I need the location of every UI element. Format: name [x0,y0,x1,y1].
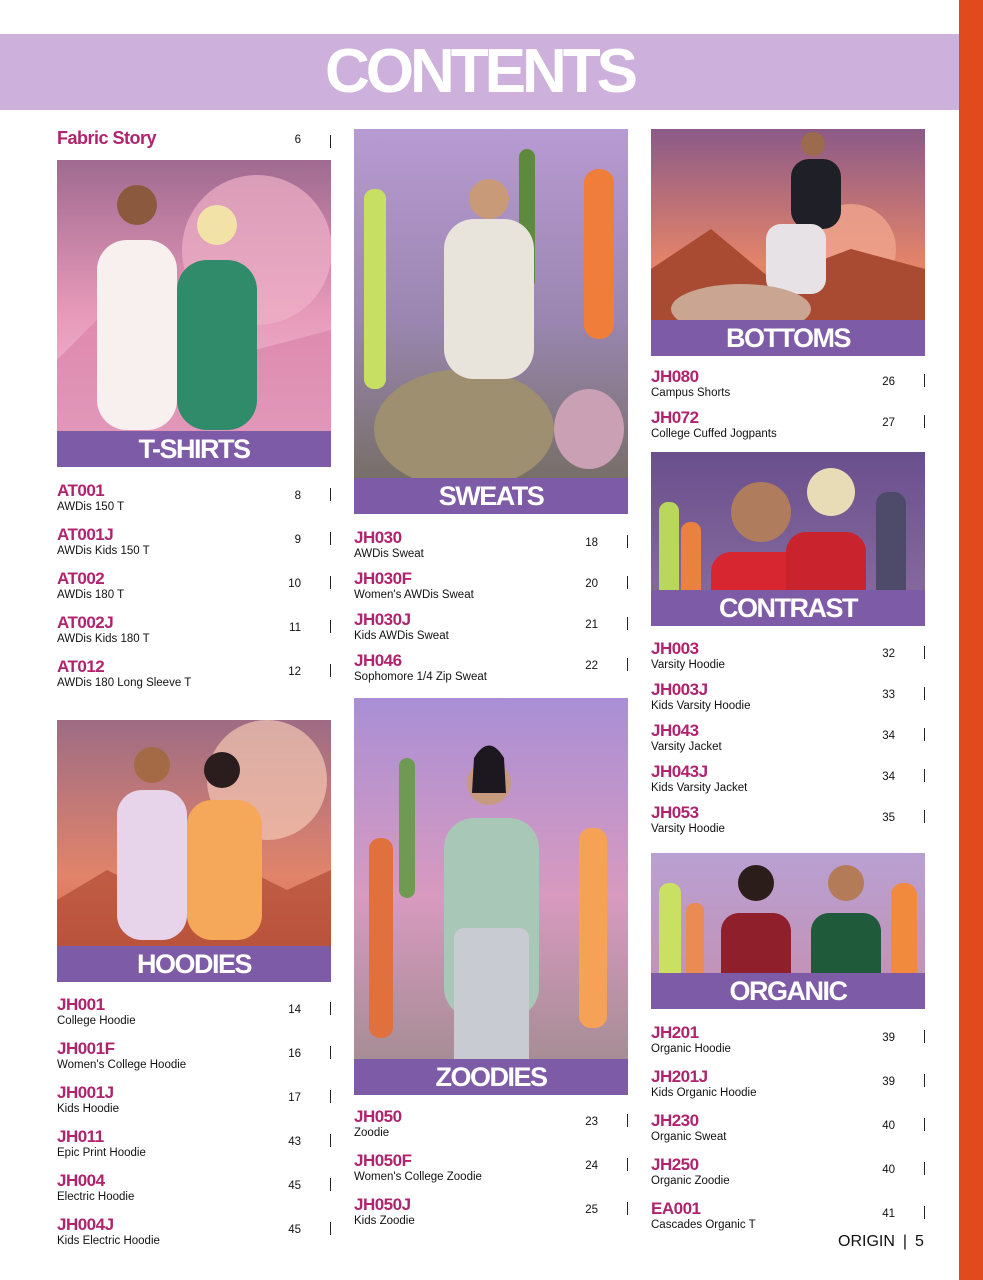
product-name: Electric Hoodie [57,1191,135,1203]
list-item[interactable] [651,763,925,804]
hoodies-image [57,720,331,982]
product-page: 10 [288,578,301,590]
list-item[interactable] [354,570,628,611]
tshirts-photo[interactable] [57,160,331,467]
product-page: 32 [882,648,895,660]
list-item[interactable] [57,658,331,702]
hoodies-list [57,996,331,1260]
product-code: JH201J [651,1067,708,1086]
product-page: 25 [585,1204,598,1216]
product-name: Zoodie [354,1127,390,1139]
category-label-organic: ORGANIC [651,973,925,1009]
list-item[interactable] [354,1108,628,1152]
product-name: AWDis 180 T [57,589,125,601]
entry-divider [924,415,925,428]
product-page: 27 [882,417,895,429]
list-item[interactable] [57,1172,331,1216]
product-code: AT002 [57,569,105,588]
entry-divider [627,1158,628,1171]
product-page: 40 [882,1120,895,1132]
product-name: College Cuffed Jogpants [651,428,777,440]
footer-page-number: 5 [915,1233,924,1250]
entry-divider [330,1178,331,1191]
entry-divider [924,687,925,700]
product-name: Kids Zoodie [354,1215,415,1227]
product-code: JH046 [354,651,402,670]
entry-divider [627,535,628,548]
entry-divider [924,1030,925,1043]
zoodies-photo[interactable] [354,698,628,1095]
entry-divider [627,1202,628,1215]
category-label-bottoms: BOTTOMS [651,320,925,356]
hoodies-photo[interactable] [57,720,331,982]
product-code: JH001 [57,995,105,1014]
product-name: Women's College Zoodie [354,1171,482,1183]
product-code: JH072 [651,408,699,427]
entry-divider [330,1002,331,1015]
product-name: AWDis 150 T [57,501,125,513]
product-code: JH004J [57,1215,114,1234]
footer-separator: | [902,1233,908,1250]
product-code: EA001 [651,1199,701,1218]
tshirts-image [57,160,331,467]
list-item[interactable] [354,529,628,570]
entry-divider [924,1118,925,1131]
list-item[interactable] [354,1196,628,1240]
product-page: 22 [585,660,598,672]
product-code: JH003J [651,680,708,699]
product-page: 21 [585,619,598,631]
organic-list [651,1024,925,1244]
entry-label: Fabric Story [57,128,157,148]
list-item[interactable] [651,409,925,450]
product-name: Campus Shorts [651,387,731,399]
entry-divider [330,664,331,677]
product-code: JH004 [57,1171,105,1190]
product-page: 23 [585,1116,598,1128]
product-page: 12 [288,666,301,678]
product-code: JH030F [354,569,412,588]
column-2 [354,129,628,1240]
product-name: Cascades Organic T [651,1219,756,1231]
entry-divider [924,374,925,387]
product-page: 40 [882,1164,895,1176]
product-page: 8 [294,490,301,502]
product-code: JH043J [651,762,708,781]
product-code: JH001J [57,1083,114,1102]
product-name: Women's AWDis Sweat [354,589,474,601]
tshirts-list [57,482,331,702]
product-code: JH030 [354,528,402,547]
entry-divider [627,617,628,630]
product-page: 34 [882,771,895,783]
product-code: AT012 [57,657,105,676]
product-page: 26 [882,376,895,388]
category-label-zoodies: ZOODIES [354,1059,628,1095]
product-name: Organic Sweat [651,1131,727,1143]
entry-divider [330,620,331,633]
column-3 [651,129,925,1244]
list-item[interactable] [651,1068,925,1112]
product-code: JH003 [651,639,699,658]
footer-brand: ORIGIN [838,1233,895,1250]
sweats-image [354,129,628,514]
product-code: JH080 [651,367,699,386]
list-item[interactable] [651,722,925,763]
entry-divider [330,1046,331,1059]
product-name: Kids Organic Hoodie [651,1087,757,1099]
product-page: 33 [882,689,895,701]
product-code: JH250 [651,1155,699,1174]
product-name: AWDis Kids 180 T [57,633,150,645]
product-code: JH001F [57,1039,115,1058]
sweats-list [354,529,628,693]
entry-page: 6 [294,134,301,146]
product-code: AT002J [57,613,114,632]
list-item[interactable] [354,611,628,652]
list-item[interactable] [57,526,331,570]
product-name: Kids Varsity Hoodie [651,700,751,712]
zoodies-list [354,1108,628,1240]
list-item[interactable] [651,1156,925,1200]
list-item[interactable] [57,1128,331,1172]
product-page: 45 [288,1224,301,1236]
product-name: Organic Hoodie [651,1043,731,1055]
organic-photo[interactable] [651,853,925,1009]
list-item[interactable] [651,1112,925,1156]
product-name: AWDis Kids 150 T [57,545,150,557]
contrast-photo[interactable] [651,452,925,626]
product-page: 18 [585,537,598,549]
product-code: AT001J [57,525,114,544]
list-item[interactable] [57,1040,331,1084]
product-page: 35 [882,812,895,824]
product-page: 41 [882,1208,895,1220]
entry-divider [924,1162,925,1175]
fabric-story-entry[interactable] [57,129,331,151]
product-page: 9 [294,534,301,546]
title-band [0,34,959,110]
product-code: JH050J [354,1195,411,1214]
product-name: Varsity Hoodie [651,823,725,835]
entry-divider [330,1090,331,1103]
list-item[interactable] [651,1024,925,1068]
list-item[interactable] [651,368,925,409]
product-page: 39 [882,1032,895,1044]
product-name: Epic Print Hoodie [57,1147,146,1159]
entry-divider [627,658,628,671]
product-code: AT001 [57,481,105,500]
product-name: AWDis 180 Long Sleeve T [57,677,192,689]
product-page: 16 [288,1048,301,1060]
contrast-list [651,640,925,845]
product-code: JH030J [354,610,411,629]
page-title: CONTENTS [325,37,634,106]
category-label-tshirts: T-SHIRTS [57,431,331,467]
category-label-sweats: SWEATS [354,478,628,514]
list-item[interactable] [651,640,925,681]
product-name: College Hoodie [57,1015,136,1027]
product-name: Kids Varsity Jacket [651,782,748,794]
list-item[interactable] [57,570,331,614]
category-label-hoodies: HOODIES [57,946,331,982]
product-page: 45 [288,1180,301,1192]
product-name: Varsity Jacket [651,741,722,753]
list-item[interactable] [57,996,331,1040]
page-footer [838,1233,924,1251]
entry-divider [330,1134,331,1147]
product-code: JH011 [57,1127,104,1146]
product-page: 24 [585,1160,598,1172]
product-code: JH050F [354,1151,412,1170]
product-code: JH050 [354,1107,402,1126]
entry-divider [330,532,331,545]
product-name: Sophomore 1/4 Zip Sweat [354,671,487,683]
sweats-photo[interactable] [354,129,628,514]
product-name: Kids AWDis Sweat [354,630,449,642]
product-page: 43 [288,1136,301,1148]
product-name: Kids Hoodie [57,1103,120,1115]
list-item[interactable] [651,804,925,845]
list-item[interactable] [57,1084,331,1128]
product-page: 39 [882,1076,895,1088]
product-name: Organic Zoodie [651,1175,730,1187]
entry-divider [330,488,331,501]
entry-divider [330,135,331,148]
product-page: 11 [289,622,301,634]
bottoms-photo[interactable] [651,129,925,356]
entry-divider [924,1206,925,1219]
list-item[interactable] [354,652,628,693]
product-name: AWDis Sweat [354,548,424,560]
bottoms-list [651,368,925,450]
product-code: JH043 [651,721,699,740]
list-item[interactable] [651,681,925,722]
entry-divider [627,576,628,589]
product-name: Varsity Hoodie [651,659,725,671]
product-page: 34 [882,730,895,742]
category-label-contrast: CONTRAST [651,590,925,626]
product-name: Women's College Hoodie [57,1059,187,1071]
list-item[interactable] [57,614,331,658]
entry-divider [627,1114,628,1127]
list-item[interactable] [354,1152,628,1196]
entry-divider [924,769,925,782]
product-code: JH230 [651,1111,699,1130]
entry-divider [924,728,925,741]
product-name: Kids Electric Hoodie [57,1235,160,1247]
entry-divider [924,810,925,823]
product-page: 14 [288,1004,301,1016]
product-code: JH201 [651,1023,699,1042]
entry-divider [924,1074,925,1087]
side-accent-bar [959,0,983,1280]
entry-divider [330,1222,331,1235]
list-item[interactable] [57,482,331,526]
product-page: 20 [585,578,598,590]
entry-divider [330,576,331,589]
entry-divider [924,646,925,659]
zoodies-image [354,698,628,1095]
column-1 [57,160,331,1260]
product-code: JH053 [651,803,699,822]
product-page: 17 [288,1092,301,1104]
list-item[interactable] [57,1216,331,1260]
